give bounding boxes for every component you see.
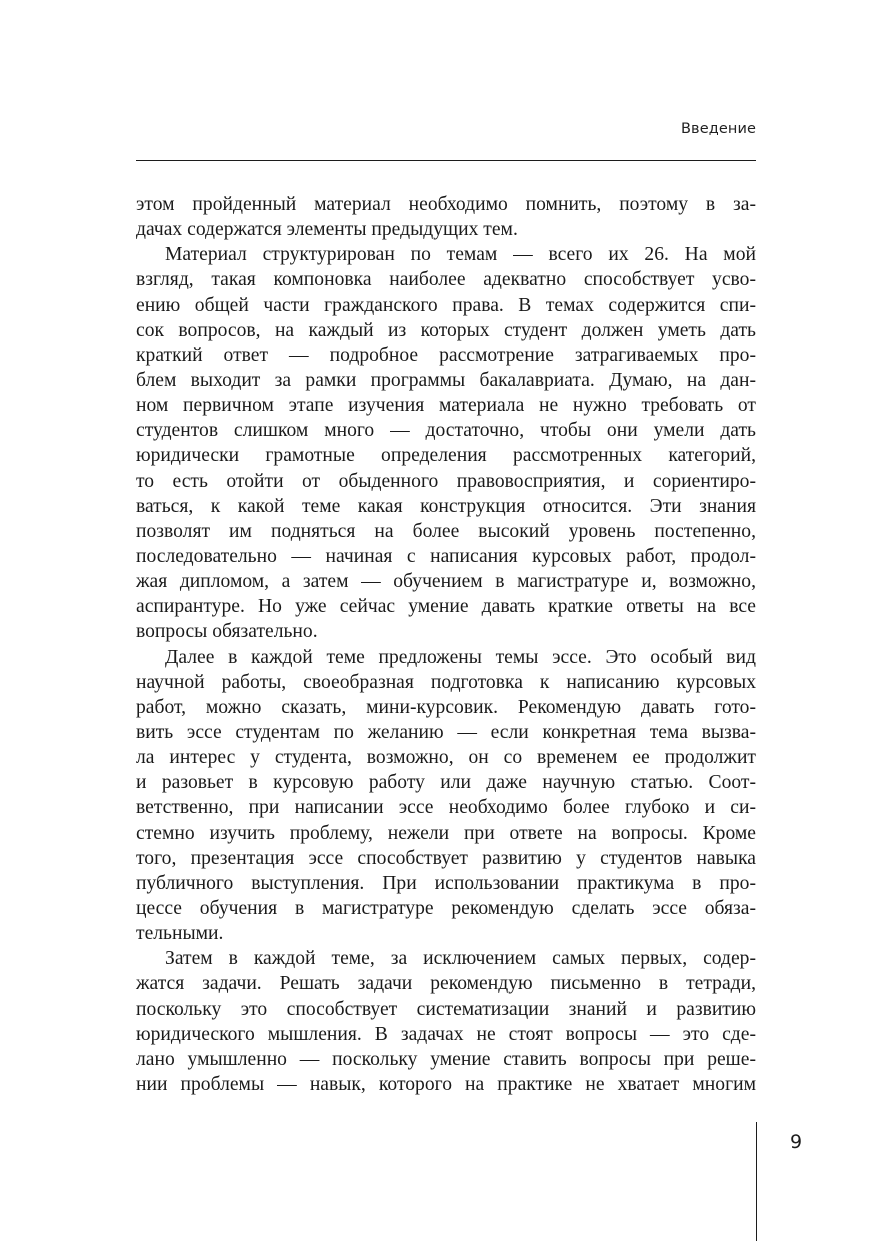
text-line: поскольку это способствует систематизации знаний и развитию bbox=[136, 998, 756, 1020]
text-line: стемно изучить проблему, нежели при ответе на вопросы. Кроме bbox=[136, 822, 756, 844]
text-line: жая дипломом, а затем — обучением в магистратуре и, возможно, bbox=[136, 571, 756, 593]
text-line: этом пройденный материал необходимо помнить, поэтому в за- bbox=[136, 194, 756, 215]
folio-rule bbox=[756, 1122, 757, 1241]
text-line: ла интерес у студента, возможно, он со временем ее продолжит bbox=[136, 747, 756, 769]
text-line: юридически грамотные определения рассмотренных категорий, bbox=[136, 445, 756, 467]
body-text bbox=[136, 192, 756, 1097]
text-line: Материал структурирован по темам — всего их 26. На мой bbox=[165, 244, 756, 266]
text-line: ваться, к какой теме какая конструкция относится. Эти знания bbox=[136, 495, 756, 517]
text-line: взгляд, такая компоновка наиболее адекватно способствует усво- bbox=[136, 269, 756, 291]
text-line: нии проблемы — навык, которого на практике не хватает многим bbox=[136, 1073, 756, 1095]
text-line: вить эссе студентам по желанию — если конкретная тема вызва- bbox=[136, 721, 756, 743]
text-line: ном первичном этапе изучения материала не нужно требовать от bbox=[136, 395, 756, 417]
text-line: позволят им подняться на более высокий уровень постепенно, bbox=[136, 520, 756, 542]
running-head: Введение bbox=[681, 121, 756, 137]
text-line: краткий ответ — подробное рассмотрение затрагиваемых про- bbox=[136, 344, 756, 366]
text-line: Затем в каждой теме, за исключением самых первых, содер- bbox=[165, 948, 756, 970]
text-line: ветственно, при написании эссе необходимо более глубоко и си- bbox=[136, 797, 756, 819]
text-line: Далее в каждой теме предложены темы эссе. Это особый вид bbox=[165, 646, 756, 668]
text-line: дачах содержатся элементы предыдущих тем. bbox=[136, 219, 518, 241]
text-line: то есть отойти от обыденного правовосприятия, и сориентиро- bbox=[136, 470, 756, 492]
text-line: студентов слишком много — достаточно, чтобы они умели дать bbox=[136, 420, 756, 442]
text-line: того, презентация эссе способствует развитию у студентов навыка bbox=[136, 847, 756, 869]
text-line: тельными. bbox=[136, 923, 224, 945]
text-line: лано умышленно — поскольку умение ставить вопросы при реше- bbox=[136, 1048, 756, 1070]
text-line: сок вопросов, на каждый из которых студент должен уметь дать bbox=[136, 319, 756, 341]
text-line: последовательно — начиная с написания курсовых работ, продол- bbox=[136, 545, 756, 567]
text-line: блем выходит за рамки программы бакалавриата. Думаю, на дан- bbox=[136, 369, 756, 391]
text-line: ению общей части гражданского права. В темах содержится спи- bbox=[136, 294, 756, 316]
text-line: и разовьет в курсовую работу или даже научную статью. Соот- bbox=[136, 772, 756, 794]
page-number: 9 bbox=[790, 1131, 803, 1153]
text-line: работ, можно сказать, мини-курсовик. Рекомендую давать гото- bbox=[136, 696, 756, 718]
text-line: вопросы обязательно. bbox=[136, 621, 318, 643]
text-line: юридического мышления. В задачах не стоят вопросы — это сде- bbox=[136, 1023, 756, 1045]
text-line: публичного выступления. При использовании практикума в про- bbox=[136, 872, 756, 894]
text-line: научной работы, своеобразная подготовка к написанию курсовых bbox=[136, 671, 756, 693]
text-line: жатся задачи. Решать задачи рекомендую письменно в тетради, bbox=[136, 973, 756, 995]
header-rule bbox=[136, 160, 756, 161]
text-line: аспирантуре. Но уже сейчас умение давать краткие ответы на все bbox=[136, 596, 756, 618]
text-line: цессе обучения в магистратуре рекомендую сделать эссе обяза- bbox=[136, 897, 756, 919]
